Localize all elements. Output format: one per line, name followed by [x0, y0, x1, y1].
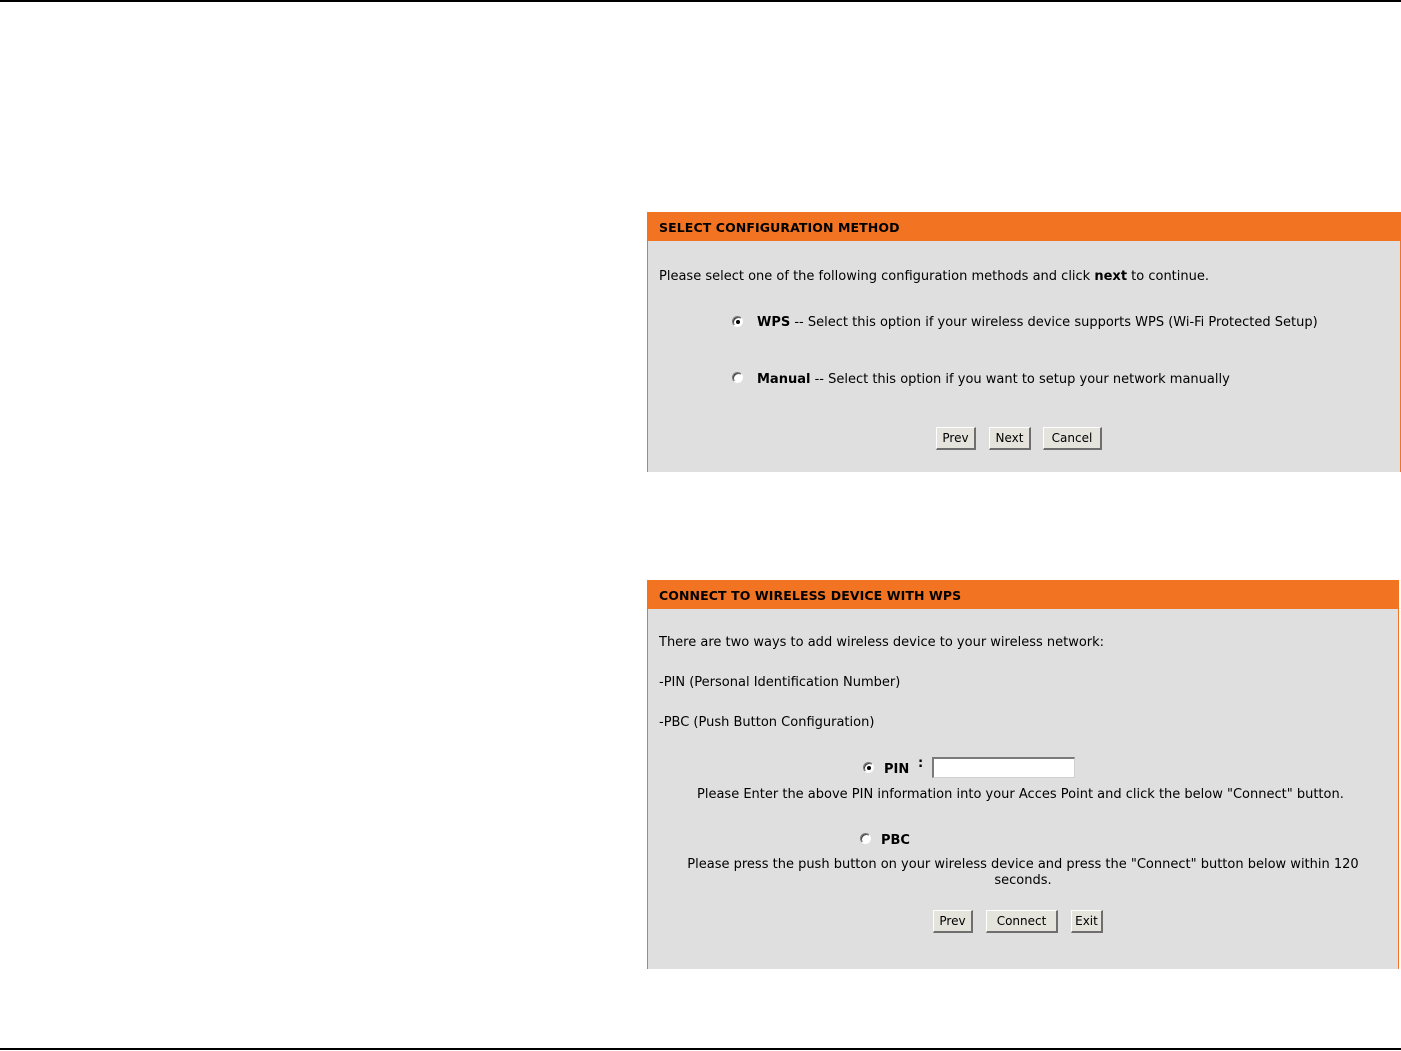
select-configuration-title: SELECT CONFIGURATION METHOD: [648, 212, 1400, 241]
pin-separator: :: [918, 756, 924, 771]
pin-input[interactable]: [932, 757, 1075, 778]
manual-radio[interactable]: [732, 372, 743, 383]
manual-option-label: Manual -- Select this option if you want to setup your network manually: [757, 372, 1230, 387]
prev-button[interactable]: Prev: [936, 427, 976, 450]
pbc-help-text: Please press the push button on your wireless device and press the "Connect" button below within 120 seconds.: [687, 857, 1359, 888]
cancel-button[interactable]: Cancel: [1043, 427, 1102, 450]
connect-wps-panel: [647, 580, 1399, 969]
select-configuration-instruction: Please select one of the following configuration methods and click next to continue.: [659, 269, 1210, 284]
bottom-rule: [0, 1048, 1401, 1050]
pbc-label: PBC: [881, 833, 910, 848]
radio-selected-dot: [867, 766, 871, 770]
connect-wps-intro: There are two ways to add wireless device to your wireless network:: [659, 635, 1105, 650]
connect-wps-title: CONNECT TO WIRELESS DEVICE WITH WPS: [648, 580, 1398, 609]
prev-button[interactable]: Prev: [933, 910, 973, 933]
pin-help-text: Please Enter the above PIN information into your Acces Point and click the below "Connect" button.: [697, 787, 1344, 802]
radio-selected-dot: [736, 320, 740, 324]
pbc-description: -PBC (Push Button Configuration): [659, 715, 875, 730]
wps-option-label: WPS -- Select this option if your wireless device supports WPS (Wi-Fi Protected Setup): [757, 315, 1318, 330]
select-configuration-panel: [647, 212, 1401, 472]
pin-description: -PIN (Personal Identification Number): [659, 675, 901, 690]
pin-label: PIN: [884, 762, 910, 777]
pin-radio[interactable]: [863, 762, 874, 773]
top-rule: [0, 0, 1401, 2]
next-button[interactable]: Next: [989, 427, 1031, 450]
exit-button[interactable]: Exit: [1071, 910, 1103, 933]
wps-radio[interactable]: [732, 316, 743, 327]
connect-button[interactable]: Connect: [986, 910, 1058, 933]
pbc-radio[interactable]: [860, 833, 871, 844]
